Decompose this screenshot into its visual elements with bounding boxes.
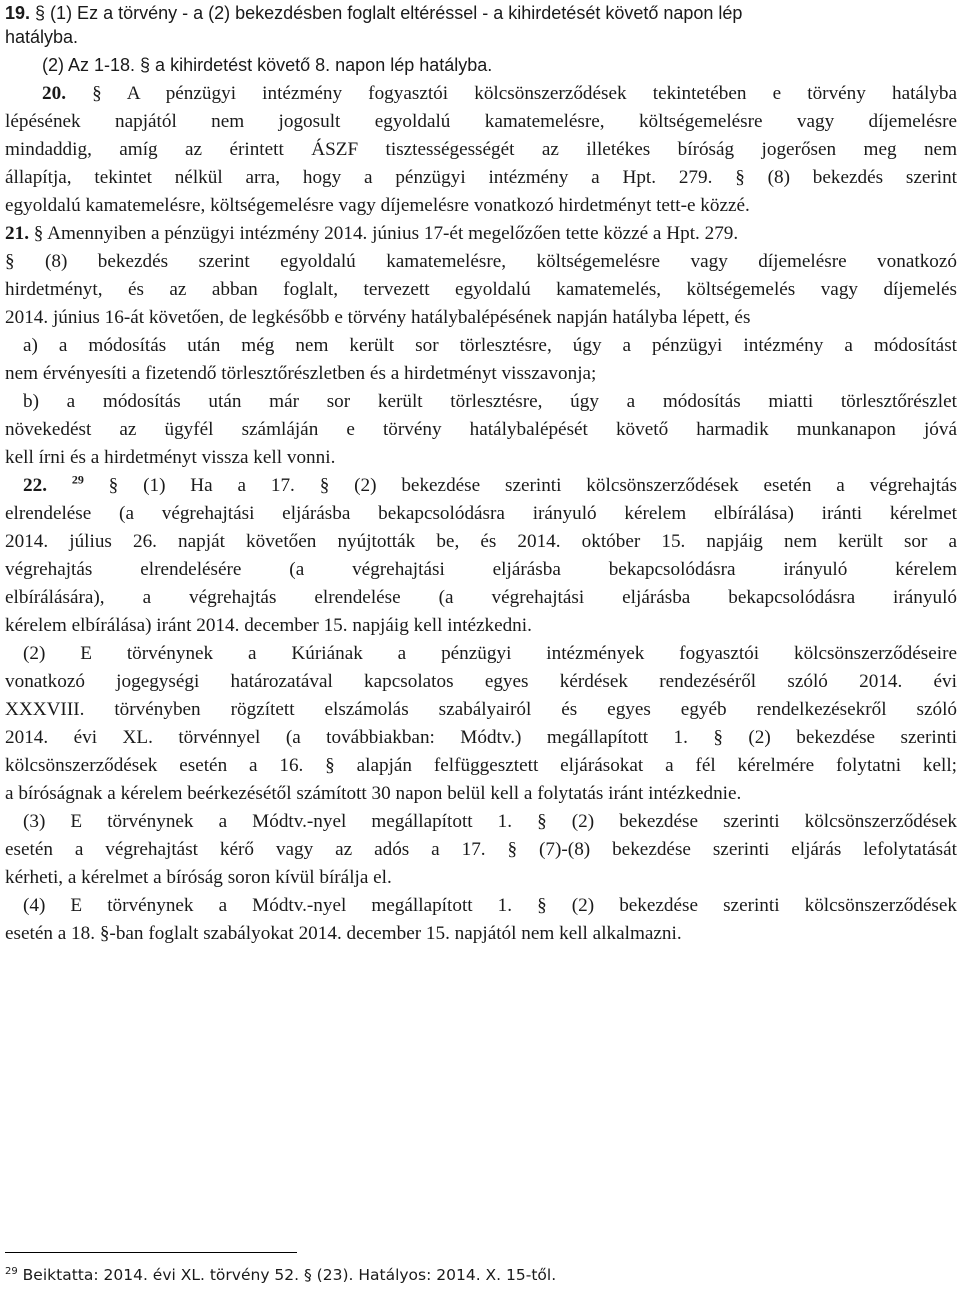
- section-21-point-a-line-1: a) a módosítás után még nem került sor törlesztésre, úgy a pénzügyi intézmény a módosítást: [23, 335, 957, 356]
- section-22-paragraph-4-line-1: (4) E törvénynek a Módtv.-nyel megállapított 1. § (2) bekezdése szerinti kölcsönszerződések: [23, 895, 957, 916]
- section-19-line-1: 19. § (1) Ez a törvény - a (2) bekezdésben foglalt eltéréssel - a kihirdetését követő napon lép: [5, 3, 743, 23]
- section-22-paragraph-2-line-4: 2014. évi XL. törvénnyel (a továbbiakban: Módtv.) megállapított 1. § (2) bekezdése szerinti: [5, 727, 957, 748]
- section-22-line-4: végrehajtás elrendelésére (a végrehajtási eljárásba bekapcsolódásra irányuló kérelem: [5, 559, 957, 580]
- section-19-paragraph-2: (2) Az 1-18. § a kihirdetést követő 8. napon lép hatályba.: [42, 55, 493, 75]
- section-20-line-1: 20. § A pénzügyi intézmény fogyasztói kölcsönszerződések tekintetében e törvény hatályba: [42, 83, 957, 104]
- section-22-line-1: 22. $^{29}$ § (1) Ha a 17. § (2) bekezdése szerinti kölcsönszerződések esetén a végrehajtás: [23, 472, 958, 496]
- section-number-21: 21.: [5, 223, 29, 244]
- section-19-line-2: hatályba.: [5, 27, 79, 47]
- section-22-line-3: 2014. július 26. napját követően nyújtották be, és 2014. október 15. napjáig nem került sor a: [5, 531, 957, 552]
- section-22-paragraph-2-line-6: a bíróságnak a kérelem beérkezésétől számított 30 napon belül kell a folytatás iránt intézkednie.: [5, 783, 742, 804]
- section-22-line-5: elbírálására), a végrehajtás elrendelése (a végrehajtási eljárásba bekapcsolódásra irányuló: [5, 587, 957, 608]
- section-20-line-5: egyoldalú kamatemelésre, költségemelésre vagy díjemelésre vonatkozó hirdetményt tett-e közzé.: [5, 195, 750, 216]
- footnote-reference[interactable]: 29: [71, 472, 84, 487]
- section-22-paragraph-2-line-5: kölcsönszerződések esetén a 16. § alapján felfüggesztett eljárásokat a fél kérelmére folytatni kell;: [5, 755, 957, 776]
- section-21-point-b-line-1: b) a módosítás után már sor került törlesztésre, úgy a módosítás miatti törlesztőrészlet: [23, 391, 957, 412]
- section-21-point-a-line-2: nem érvényesíti a fizetendő törlesztőrészletben és a hirdetményt visszavonja;: [5, 363, 597, 384]
- section-22-paragraph-2-line-1: (2) E törvénynek a Kúriának a pénzügyi intézmények fogyasztói kölcsönszerződéseire: [23, 643, 957, 664]
- section-22-paragraph-3-line-1: (3) E törvénynek a Módtv.-nyel megállapított 1. § (2) bekezdése szerinti kölcsönszerződések: [23, 811, 957, 832]
- section-number-22: 22.: [23, 475, 47, 496]
- footnote-text: Beiktatta: 2014. évi XL. törvény 52. § (23). Hatályos: 2014. X. 15-től.: [22, 1266, 557, 1284]
- section-22-line-6: kérelem elbírálása) iránt 2014. december 15. napjáig kell intézkedni.: [5, 615, 532, 636]
- footnote-separator: [5, 1252, 297, 1253]
- section-21-line-3: hirdetményt, és az abban foglalt, tervezett egyoldalú kamatemelés, költségemelés vagy díjemelés: [5, 279, 957, 300]
- section-20-line-3: mindaddig, amíg az érintett ÁSZF tisztességességét az illetékes bíróság jogerősen meg nem: [5, 139, 957, 160]
- section-21-point-b-line-2: növekedést az ügyfél számláján e törvény hatálybalépését követő harmadik munkanapon jóvá: [5, 419, 957, 440]
- section-21-point-b-line-3: kell írni és a hirdetményt vissza kell vonni.: [5, 447, 336, 468]
- section-number-20: 20.: [42, 83, 66, 104]
- section-22-line-2: elrendelése (a végrehajtási eljárásba bekapcsolódásra irányuló kérelem elbírálása) iránti kérelmet: [5, 503, 957, 524]
- section-21-line-4: 2014. június 16-át követően, de legkésőbb e törvény hatálybalépésének napján hatályba lépett, és: [5, 307, 751, 328]
- section-21-line-2: § (8) bekezdés szerint egyoldalú kamatemelésre, költségemelésre vagy díjemelésre vonatkozó: [5, 251, 957, 272]
- section-22-paragraph-3-line-3: kérheti, a kérelmet a bíróság soron kívül bírálja el.: [5, 867, 392, 888]
- footnote: [5, 1262, 957, 1288]
- section-20-line-4: állapítja, tekintet nélkül arra, hogy a pénzügyi intézmény a Hpt. 279. § (8) bekezdés szerint: [5, 167, 957, 188]
- footnote-marker: 29: [5, 1265, 18, 1277]
- section-21-line-1: 21. § Amennyiben a pénzügyi intézmény 2014. június 17-ét megelőzően tette közzé a Hpt. 279.: [5, 223, 739, 244]
- section-22-paragraph-4-line-2: esetén a 18. §-ban foglalt szabályokat 2014. december 15. napjától nem kell alkalmazni.: [5, 923, 682, 944]
- section-number-19: 19.: [5, 3, 31, 23]
- section-22-paragraph-3-line-2: esetén a végrehajtást kérő vagy az adós a 17. § (7)-(8) bekezdése szerinti eljárás lefolytatását: [5, 839, 957, 860]
- section-20-line-2: lépésének napjától nem jogosult egyoldalú kamatemelésre, költségemelésre vagy díjemelésre: [5, 111, 957, 132]
- section-22-paragraph-2-line-2: vonatkozó jogegységi határozatával kapcsolatos egyes kérdések rendezéséről szóló 2014. évi: [5, 671, 957, 692]
- section-22-paragraph-2-line-3: XXXVIII. törvényben rögzített elszámolás szabályairól és egyes egyéb rendelkezésekről szóló: [5, 699, 957, 720]
